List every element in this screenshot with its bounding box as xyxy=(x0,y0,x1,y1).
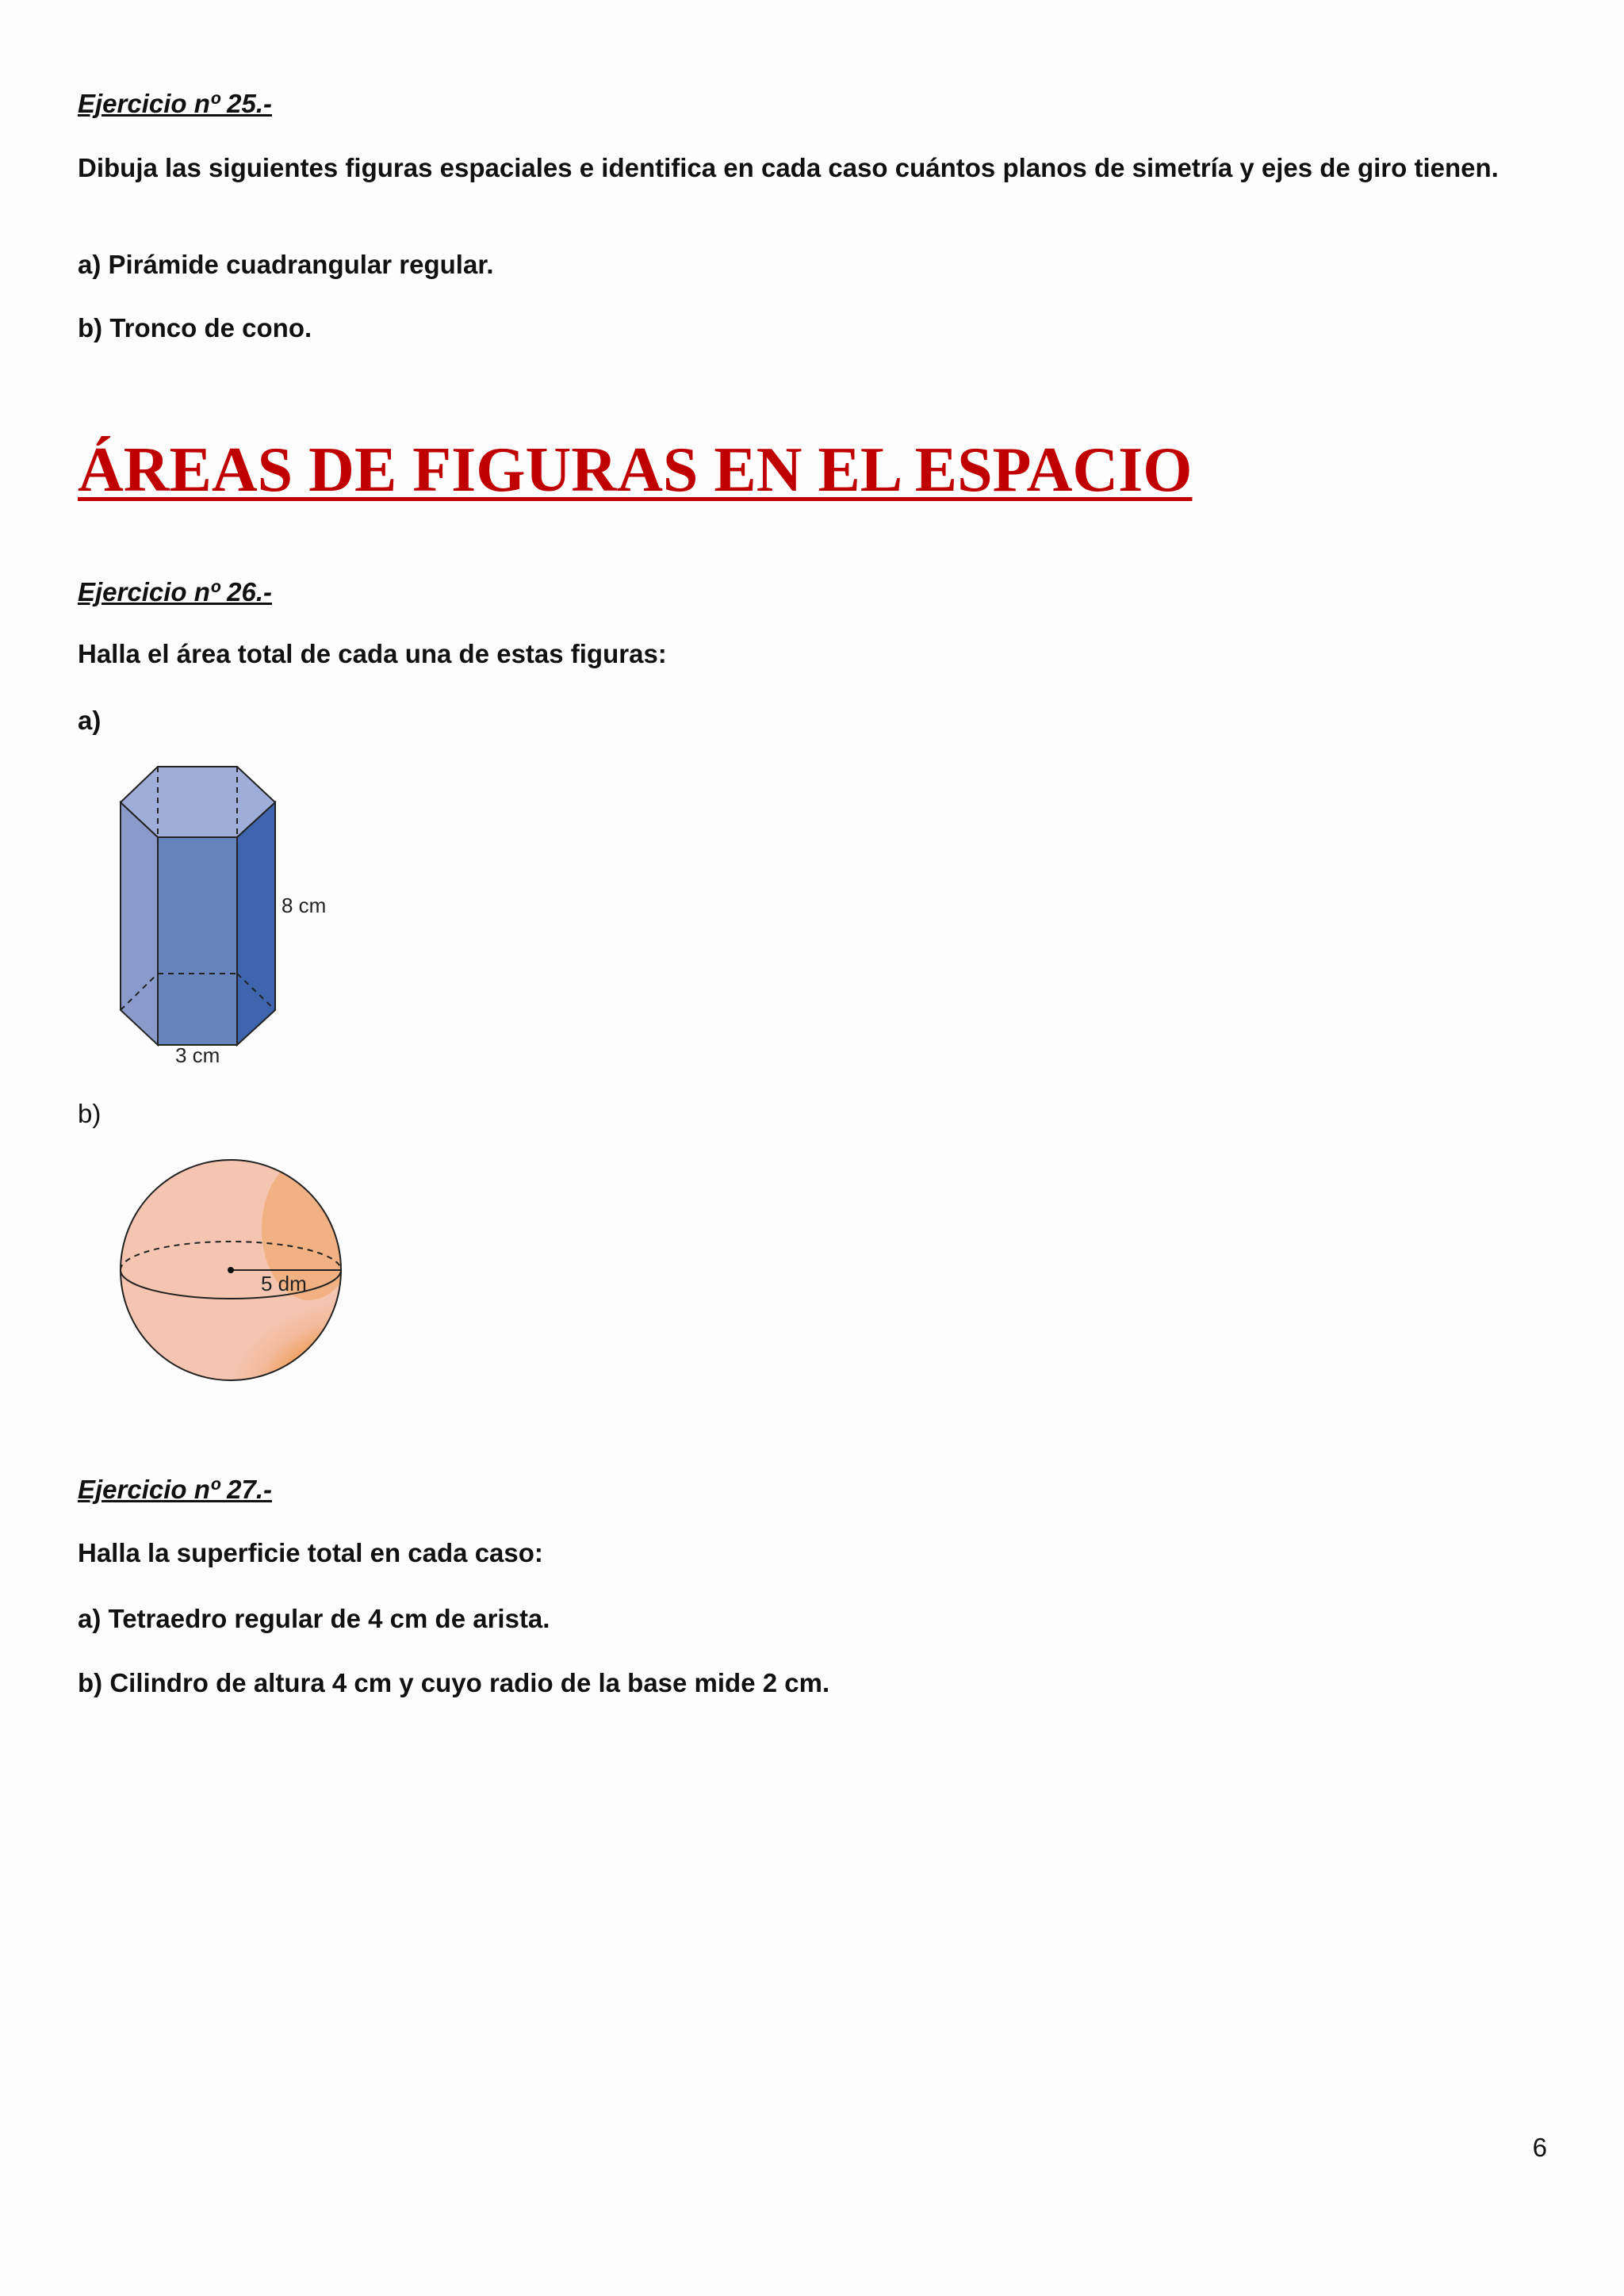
prism-left-face xyxy=(121,802,158,1045)
section-title: ÁREAS DE FIGURAS EN EL ESPACIO xyxy=(78,435,1193,505)
exercise-25-statement: Dibuja las siguientes figuras espaciales e identifica en cada caso cuántos planos de simetría y ejes de giro tienen. xyxy=(78,153,1499,182)
prism-height-label: 8 cm xyxy=(282,894,327,917)
exercise-25-item-b: b) Tronco de cono. xyxy=(78,313,312,342)
exercise-26-statement: Halla el área total de cada una de estas figuras: xyxy=(78,639,667,668)
sphere-center-point xyxy=(228,1267,234,1273)
prism-side-label: 3 cm xyxy=(175,1043,220,1067)
page-number: 6 xyxy=(1532,2133,1547,2162)
exercise-27-item-a: a) Tetraedro regular de 4 cm de arista. xyxy=(78,1604,550,1633)
exercise-25-title: Ejercicio nº 25.- xyxy=(78,89,272,118)
exercise-27-item-b: b) Cilindro de altura 4 cm y cuyo radio de la base mide 2 cm. xyxy=(78,1668,830,1697)
exercise-26-title: Ejercicio nº 26.- xyxy=(78,577,272,607)
exercise-26-label-b: b) xyxy=(78,1099,102,1128)
sphere-figure xyxy=(111,1150,357,1395)
exercise-27-title: Ejercicio nº 27.- xyxy=(78,1475,272,1504)
exercise-27-statement: Halla la superficie total en cada caso: xyxy=(78,1538,543,1567)
exercise-26-label-a: a) xyxy=(78,706,102,735)
prism-front-face xyxy=(158,837,237,1045)
exercise-25-item-a: a) Pirámide cuadrangular regular. xyxy=(78,250,494,279)
hexagonal-prism-figure xyxy=(111,757,349,1074)
prism-right-face xyxy=(237,802,275,1045)
sphere-radius-label: 5 dm xyxy=(261,1272,307,1295)
